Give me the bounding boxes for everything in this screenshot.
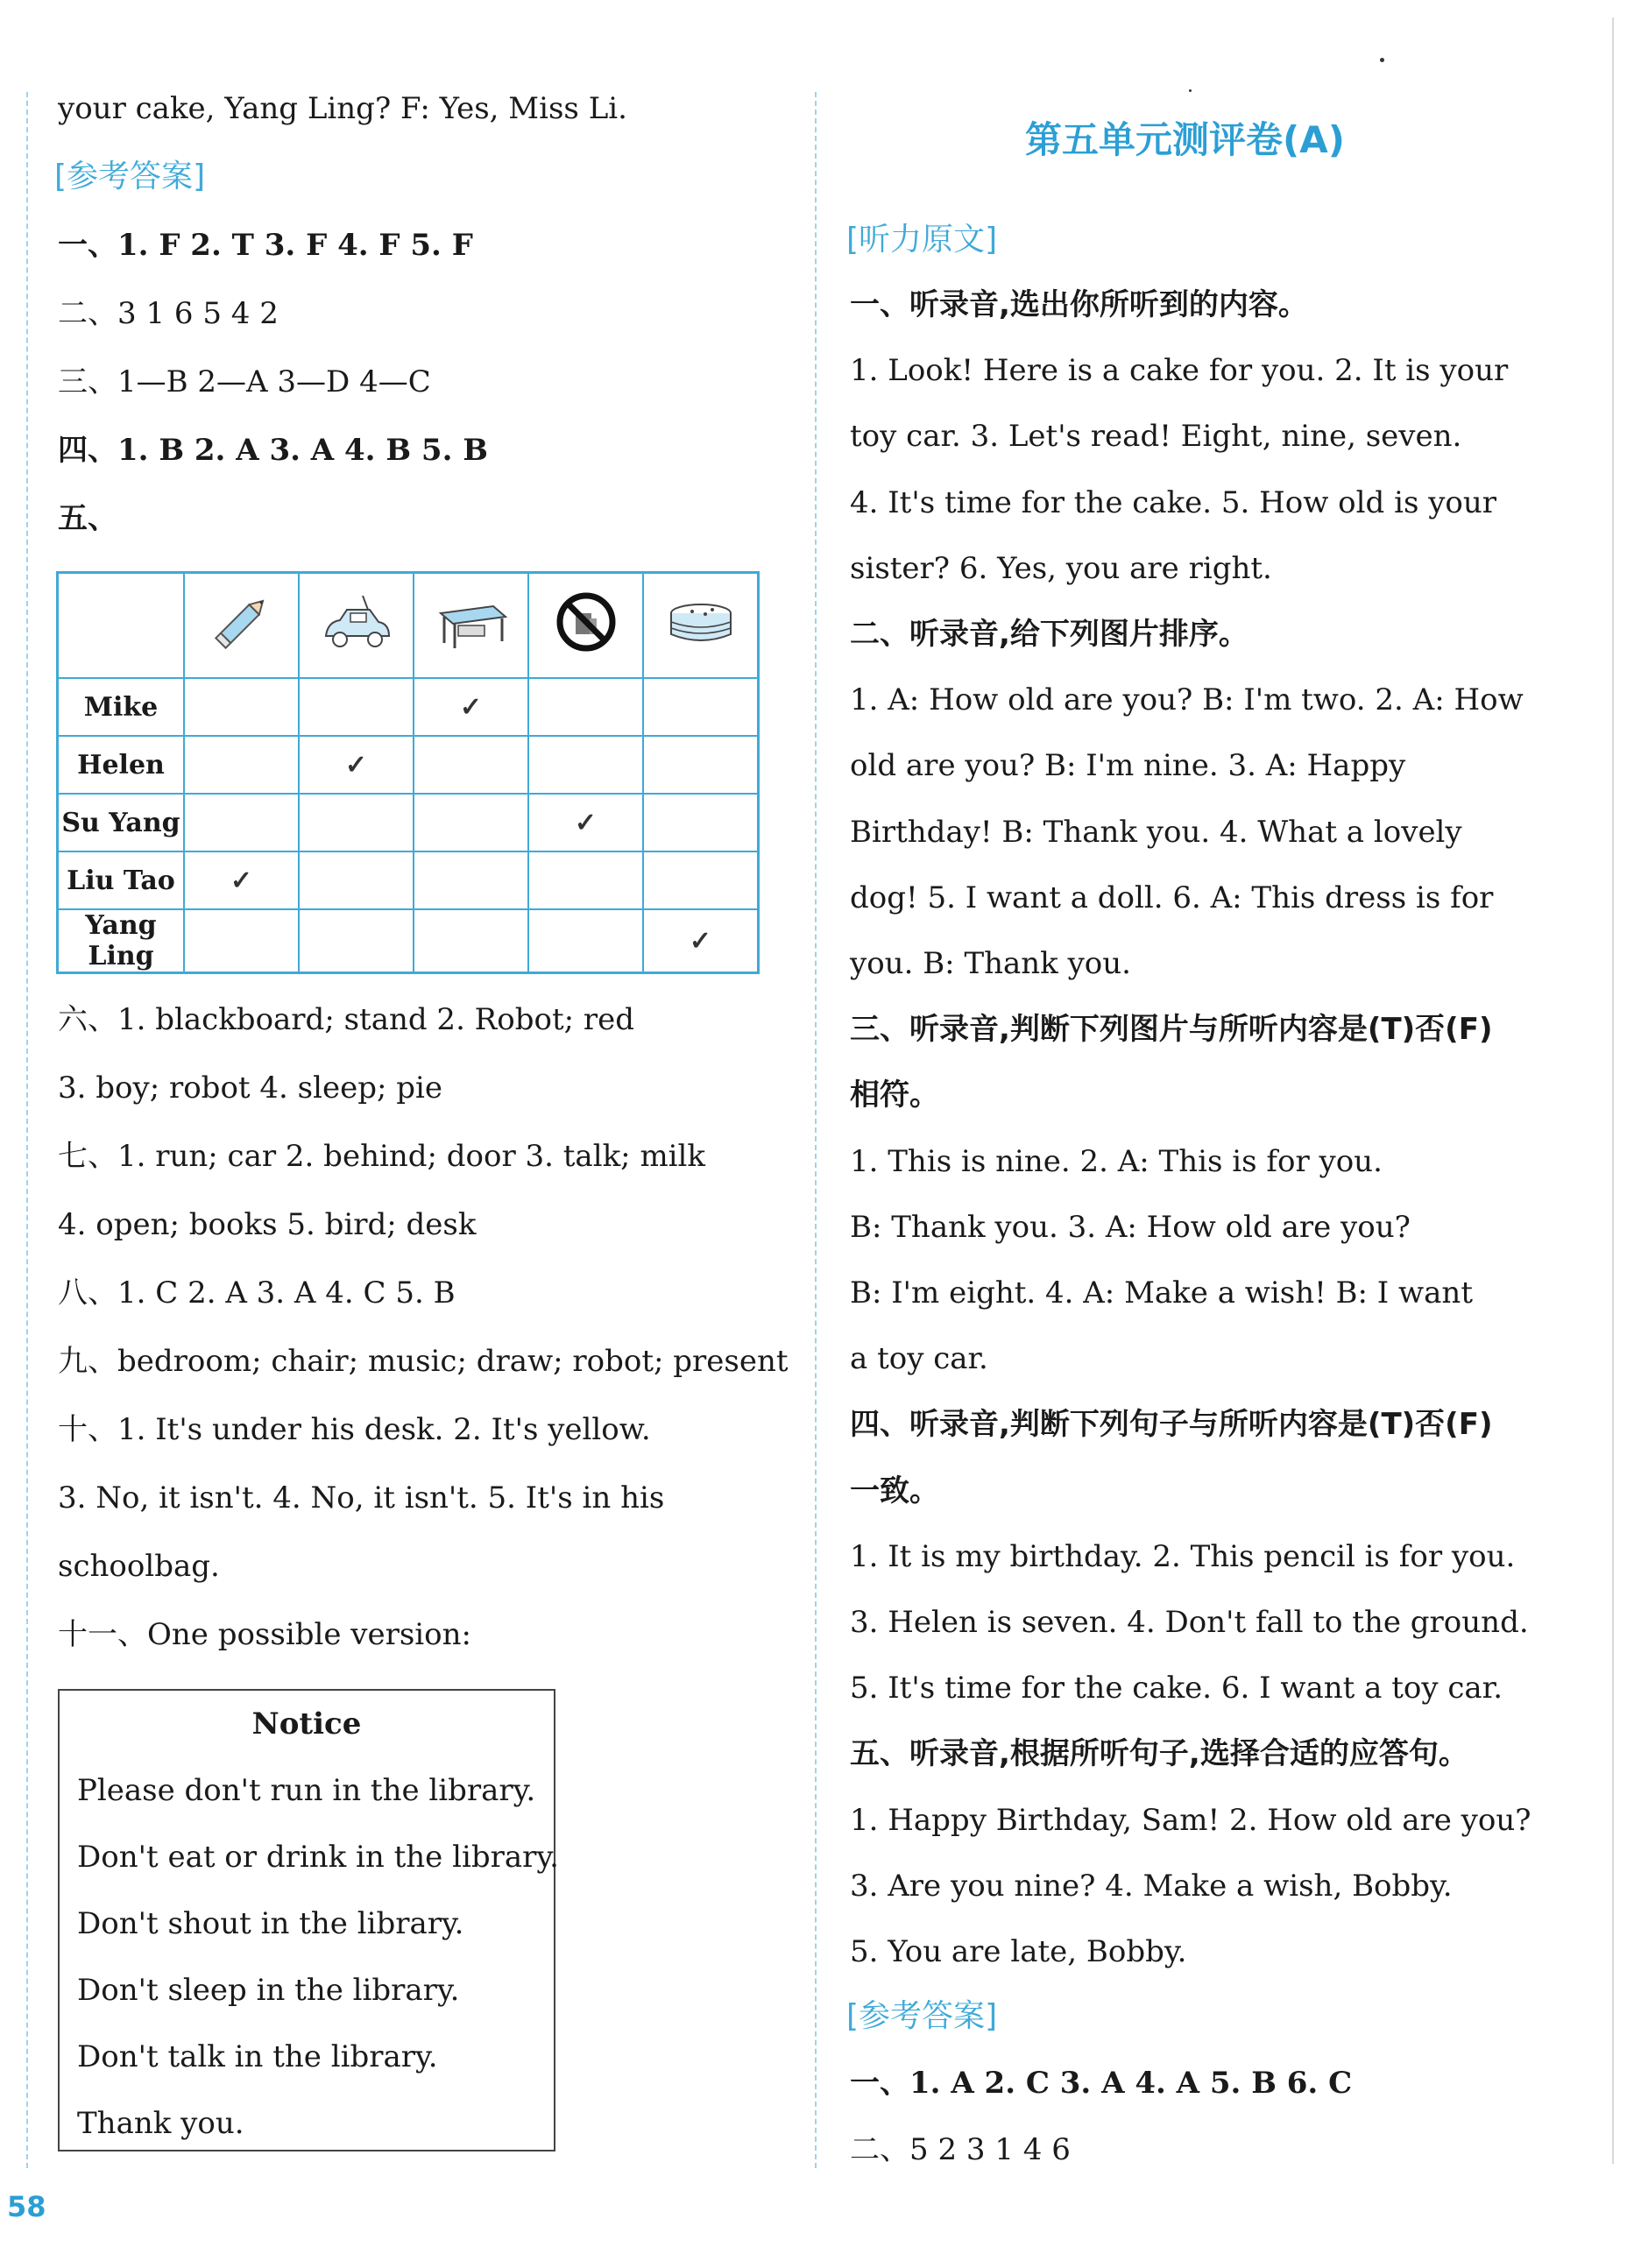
check-cell: ✓ [184,851,299,909]
notice-line: Don't shout in the library. [77,1906,464,1941]
answer-line: 4. open; books 5. bird; desk [58,1207,477,1242]
table-row [58,909,759,973]
script-line: 5. You are late, Bobby. [850,1934,1187,1969]
notice-line: Don't sleep in the library. [77,1973,460,2008]
notice-box [58,1689,559,2151]
answer-line: 一、1. A 2. C 3. A 4. A 5. B 6. C [850,2066,1353,2101]
notice-line: Please don't run in the library. [77,1773,536,1808]
column-divider [815,92,817,2168]
notice-line: Don't eat or drink in the library. [77,1840,559,1875]
script-line: 1. It is my birthday. 2. This pencil is for you. [850,1539,1516,1574]
check-cell: ✓ [643,909,759,973]
section-heading: 三、听录音,判断下列图片与所听内容是(T)否(F) [850,1012,1493,1047]
script-line: toy car. 3. Let's read! Eight, nine, seven. [850,419,1462,454]
check-cell [414,736,528,794]
check-cell [184,794,299,851]
page-edge [1612,18,1614,2164]
check-cell [528,678,643,736]
survey-table [56,571,760,974]
script-line: sister? 6. Yes, you are right. [850,551,1272,586]
table-header-row [58,573,759,679]
check-cell [528,736,643,794]
section-heading: 一致。 [850,1473,939,1508]
notice-line: Thank you. [77,2106,244,2141]
listening-tag: [听力原文] [846,222,998,258]
answer-tag-left: [参考答案] [54,159,206,194]
check-cell [528,909,643,973]
answer-line: 五、 [58,501,117,536]
section-heading: 相符。 [850,1077,939,1113]
answer-line: schoolbag. [58,1549,220,1584]
answer-line: 十、1. It's under his desk. 2. It's yellow. [58,1412,651,1447]
answer-line: 六、1. blackboard; stand 2. Robot; red [58,1002,635,1037]
script-line: 4. It's time for the cake. 5. How old is your [850,485,1497,520]
row-name: Liu Tao [58,851,185,909]
section-heading: 一、听录音,选出你所听到的内容。 [850,287,1308,322]
check-cell [643,794,759,851]
script-line: B: I'm eight. 4. A: Make a wish! B: I want [850,1275,1473,1311]
table-row [58,678,759,736]
table-row [58,851,759,909]
section-heading: 五、听录音,根据所听句子,选择合适的应答句。 [850,1736,1468,1771]
script-line: B: Thank you. 3. A: How old are you? [850,1210,1411,1245]
answer-line: 七、1. run; car 2. behind; door 3. talk; milk [58,1139,706,1174]
left-margin-line [26,92,28,2168]
answer-line: 三、1—B 2—A 3—D 4—C [58,364,431,399]
top-continuation-line: your cake, Yang Ling? F: Yes, Miss Li. [58,91,627,126]
section-heading: 二、听录音,给下列图片排序。 [850,617,1248,652]
check-cell [299,909,414,973]
section-heading: 四、听录音,判断下列句子与所听内容是(T)否(F) [850,1407,1493,1442]
script-line: 3. Helen is seven. 4. Don't fall to the ground. [850,1605,1529,1640]
toy-car-icon [299,573,414,679]
table-row [58,736,759,794]
answer-line: 八、1. C 2. A 3. A 4. C 5. B [58,1275,456,1311]
check-cell [299,678,414,736]
row-name: Mike [58,678,185,736]
speck [1380,58,1384,62]
row-name: Su Yang [58,794,185,851]
row-name: Helen [58,736,185,794]
answer-line: 一、1. F 2. T 3. F 4. F 5. F [58,228,473,263]
script-line: you. B: Thank you. [850,946,1131,981]
check-cell [299,794,414,851]
script-line: 1. This is nine. 2. A: This is for you. [850,1144,1383,1179]
pencil-icon [184,573,299,679]
script-line: dog! 5. I want a doll. 6. A: This dress is for [850,880,1494,915]
check-cell [184,909,299,973]
unit-title: 第五单元测评卷(A) [1025,118,1345,161]
check-cell [414,794,528,851]
script-line: 1. Look! Here is a cake for you. 2. It is your [850,353,1509,388]
answer-line: 3. No, it isn't. 4. No, it isn't. 5. It's in his [58,1480,665,1516]
table-row [58,794,759,851]
check-cell [184,678,299,736]
row-name: Yang Ling [58,909,185,973]
script-line: a toy car. [850,1341,988,1376]
notice-line: Don't talk in the library. [77,2039,438,2074]
no-sign-icon [528,573,643,679]
check-cell [414,909,528,973]
notice-title: Notice [251,1706,362,1742]
check-cell: ✓ [299,736,414,794]
script-line: Birthday! B: Thank you. 4. What a lovely [850,815,1462,850]
script-line: 1. Happy Birthday, Sam! 2. How old are you? [850,1803,1531,1838]
script-line: old are you? B: I'm nine. 3. A: Happy [850,748,1406,783]
answer-line: 3. boy; robot 4. sleep; pie [58,1070,442,1106]
check-cell [643,851,759,909]
answer-line: 二、5 2 3 1 4 6 [850,2132,1071,2167]
check-cell: ✓ [414,678,528,736]
check-cell [414,851,528,909]
desk-icon [414,573,528,679]
page-number: 58 [7,2190,46,2223]
answer-line: 十一、One possible version: [58,1617,471,1652]
cake-icon [643,573,759,679]
check-cell [643,678,759,736]
answer-tag-right: [参考答案] [846,1998,998,2034]
script-line: 5. It's time for the cake. 6. I want a toy car. [850,1671,1503,1706]
check-cell [528,851,643,909]
table-corner [58,573,185,679]
script-line: 1. A: How old are you? B: I'm two. 2. A: How [850,682,1524,717]
check-cell [184,736,299,794]
speck [1189,89,1192,92]
script-line: 3. Are you nine? 4. Make a wish, Bobby. [850,1869,1453,1904]
check-cell: ✓ [528,794,643,851]
answer-line: 四、1. B 2. A 3. A 4. B 5. B [58,433,488,468]
answer-line: 九、bedroom; chair; music; draw; robot; present [58,1344,789,1379]
answer-line: 二、3 1 6 5 4 2 [58,296,279,331]
check-cell [299,851,414,909]
check-cell [643,736,759,794]
